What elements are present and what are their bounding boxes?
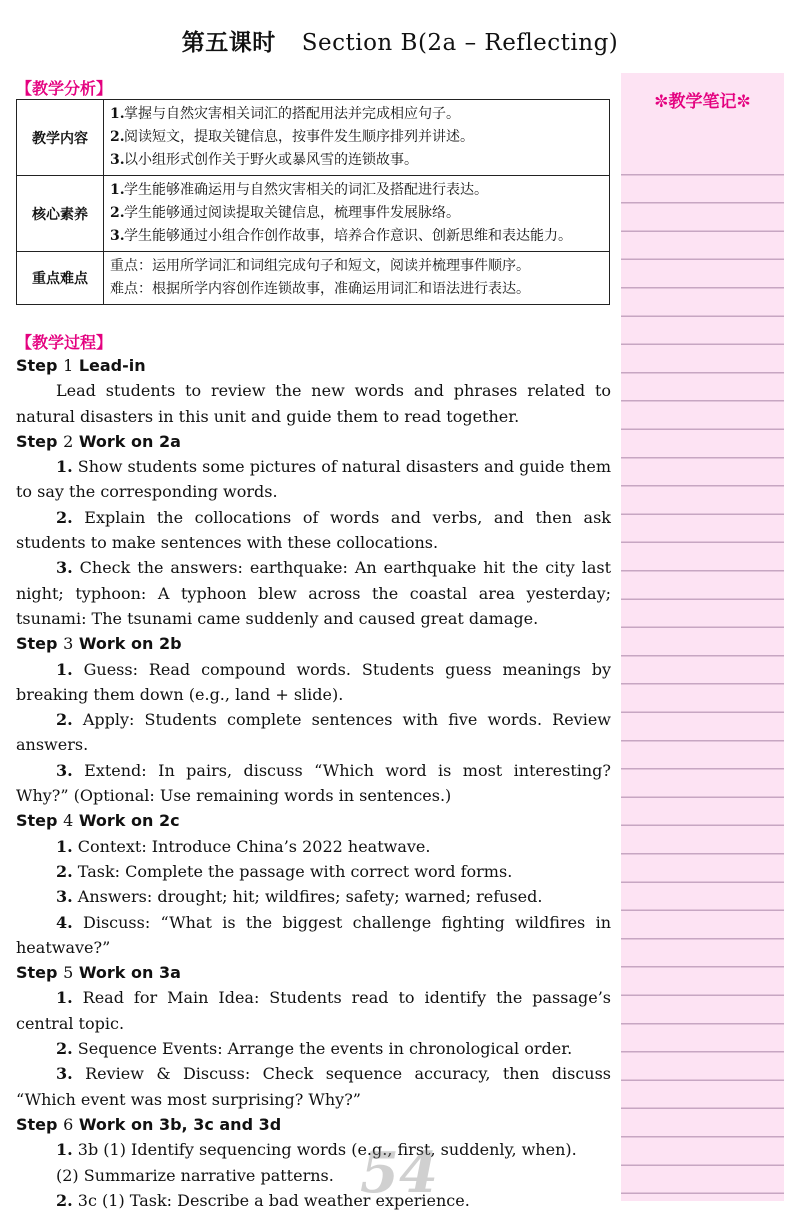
step-paragraph: 1. 3b (1) Identify sequencing words (e.g., first, suddenly, when).: [56, 1140, 577, 1160]
list-item: 3. 学生能够通过小组合作创作故事，培养合作意识、创新思维和表达能力。: [110, 228, 572, 244]
step-paragraph: 2. Explain the collocations of words and verbs, and then ask students to make sentences with these collocations.: [16, 507, 611, 553]
step-paragraph: 2. Task: Complete the passage with correct word forms.: [56, 861, 513, 881]
step-heading: Step 6 Work on 3b, 3c and 3d: [16, 1114, 282, 1134]
page-title: [0, 24, 800, 57]
row-header: 核心素养: [17, 176, 104, 252]
step-paragraph: 3. Review & Discuss: Check sequence accuracy, then discuss “Which event was most surprising? Why?”: [16, 1064, 611, 1109]
step-paragraph: 1. Context: Introduce China’s 2022 heatwave.: [56, 836, 431, 856]
row-body: [104, 100, 610, 176]
row-body: [104, 176, 610, 252]
step-paragraph: 2. Sequence Events: Arrange the events in chronological order.: [56, 1039, 573, 1059]
page-number: 54: [360, 1140, 438, 1206]
step-paragraph: 3. Answers: drought; hit; wildfires; safety; warned; refused.: [56, 887, 543, 907]
list-item: 1. 学生能够准确运用与自然灾害相关的词汇及搭配进行表达。: [110, 182, 488, 198]
row-header: 教学内容: [17, 100, 104, 176]
analysis-section-tag: 【教学分析】: [16, 79, 113, 98]
teaching-process: [16, 353, 611, 1213]
row-header: 重点难点: [17, 252, 104, 305]
step-heading: Step 3 Work on 2b: [16, 634, 182, 654]
step-heading: Step 1 Lead-in: [16, 356, 146, 375]
list-item: 3. 以小组形式创作关于野火或暴风雪的连锁故事。: [110, 152, 418, 168]
step-paragraph: 3. Check the answers: earthquake: An earthquake hit the city last night; typhoon: A typhoon blew across the coastal area yesterday; tsunami: The tsunami came suddenly and caused great damage.: [16, 558, 611, 628]
step-paragraph: (2) Summarize narrative patterns.: [56, 1165, 334, 1185]
list-item: 1. 掌握与自然灾害相关词汇的搭配用法并完成相应句子。: [110, 106, 460, 122]
step-heading: Step 4 Work on 2c: [16, 811, 180, 831]
title-english: Section B(2a – Reflecting): [301, 30, 619, 56]
analysis-row: [17, 252, 610, 305]
step-paragraph: 2. 3c (1) Task: Describe a bad weather experience.: [56, 1190, 470, 1210]
step-paragraph: Lead students to review the new words and phrases related to natural disasters in this unit and guide them to read together.: [16, 381, 611, 426]
step-paragraph: 3. Extend: In pairs, discuss “Which word is most interesting? Why?” (Optional: Use remaining words in sentences.): [16, 760, 611, 806]
step-heading: Step 2 Work on 2a: [16, 431, 181, 451]
step-paragraph: 1. Show students some pictures of natural disasters and guide them to say the corresponding words.: [16, 457, 611, 502]
process-section-tag: 【教学过程】: [16, 333, 113, 352]
step-paragraph: 1. Guess: Read compound words. Students guess meanings by breaking them down (e.g., land + slide).: [16, 659, 611, 704]
title-chinese: 第五课时: [181, 29, 276, 56]
step-heading: Step 5 Work on 3a: [16, 963, 181, 983]
step-paragraph: 4. Discuss: “What is the biggest challenge fighting wildfires in heatwave?”: [16, 912, 611, 957]
list-item: 2. 阅读短文，提取关键信息，按事件发生顺序排列并讲述。: [110, 129, 474, 145]
list-item: 重点：运用所学词汇和词组完成句子和短文，阅读并梳理事件顺序。: [110, 258, 530, 274]
notes-title: ✼教学笔记✼: [654, 92, 751, 112]
row-body: [104, 252, 610, 305]
analysis-row: [17, 176, 610, 252]
teaching-notes-panel: [621, 73, 784, 1201]
step-paragraph: 1. Read for Main Idea: Students read to identify the passage’s central topic.: [16, 988, 611, 1033]
list-item: 难点：根据所学内容创作连锁故事，准确运用词汇和语法进行表达。: [110, 281, 530, 297]
step-paragraph: 2. Apply: Students complete sentences with five words. Review answers.: [16, 710, 611, 755]
analysis-row: [17, 100, 610, 176]
analysis-table: [16, 99, 610, 305]
list-item: 2. 学生能够通过阅读提取关键信息，梳理事件发展脉络。: [110, 205, 460, 221]
